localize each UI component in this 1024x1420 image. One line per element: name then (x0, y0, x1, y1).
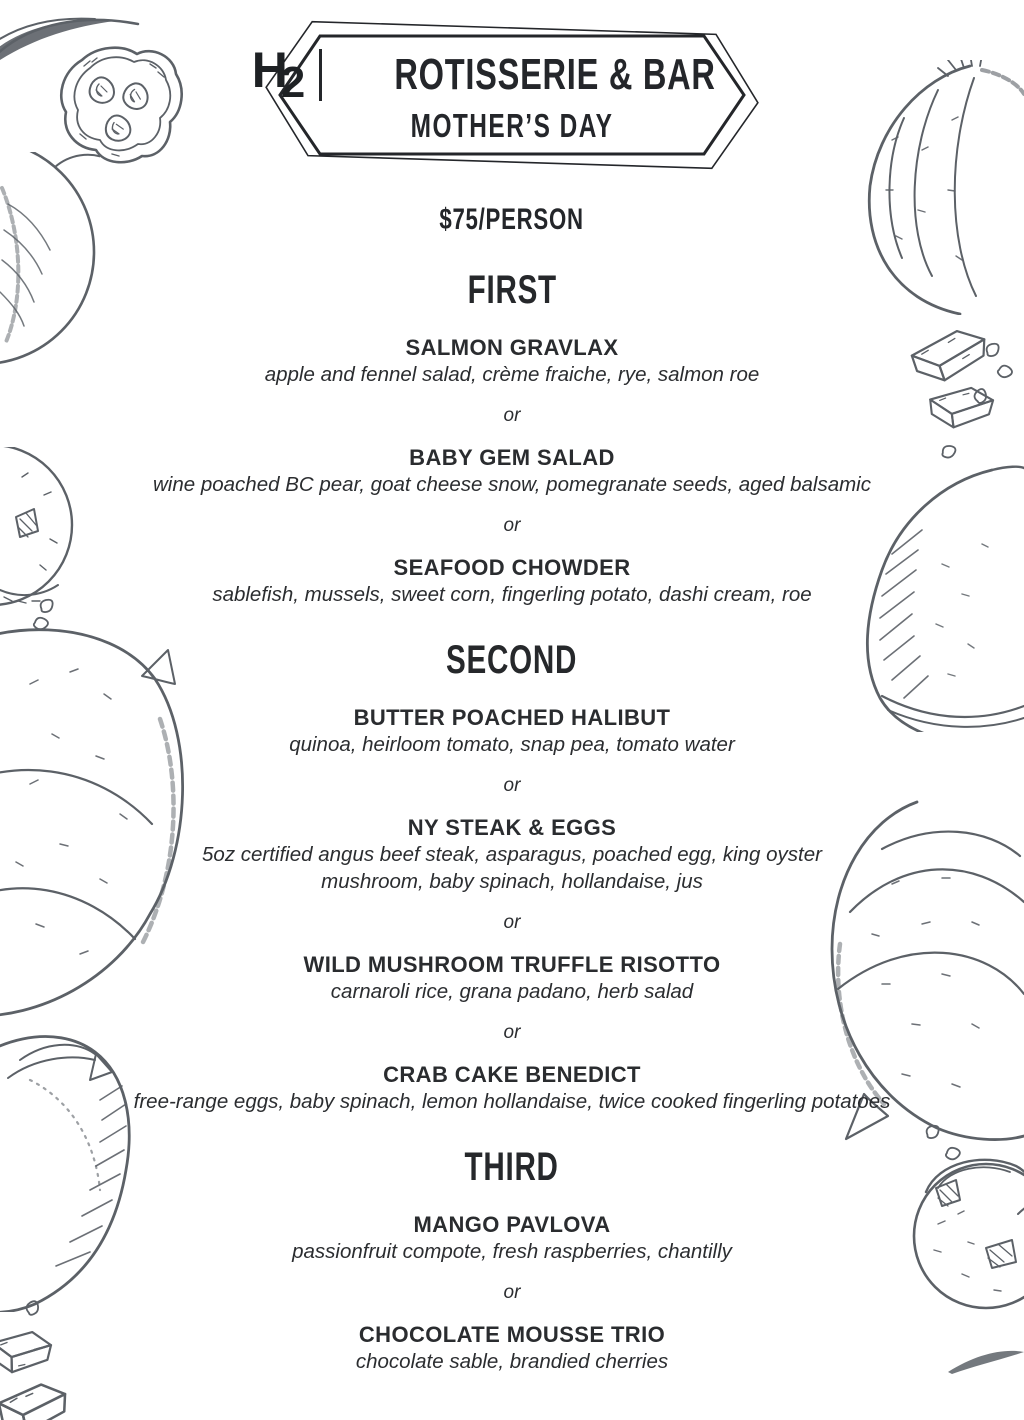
item-description: chocolate sable, brandied cherries (355, 1350, 669, 1373)
header-badge (251, 12, 762, 178)
section-title: SECOND (446, 638, 578, 682)
menu-item (82, 814, 942, 895)
menu-section-first (82, 268, 942, 608)
leaf-sliver-icon (948, 1348, 1024, 1376)
item-name: SALMON GRAVLAX (405, 335, 619, 360)
menu-item (82, 444, 942, 498)
chopped-chunk-icon (0, 1326, 64, 1380)
seed-icon (32, 616, 50, 632)
item-description: apple and fennel salad, crème fraiche, rye, salmon roe (264, 363, 760, 386)
item-name: BABY GEM SALAD (409, 445, 615, 470)
menu-item (82, 704, 942, 758)
seed-icon (940, 444, 958, 460)
item-name: MANGO PAVLOVA (413, 1212, 611, 1237)
seed-icon (38, 598, 56, 614)
logo-divider (319, 49, 322, 101)
item-description: wine poached BC pear, goat cheese snow, pomegranate seeds, aged balsamic (153, 473, 871, 496)
menu-item (82, 554, 942, 608)
logo-h: H (251, 42, 286, 99)
item-name: BUTTER POACHED HALIBUT (353, 705, 671, 730)
menu-item (82, 1211, 942, 1265)
seed-icon (984, 342, 1002, 358)
item-description: 5oz certified angus beef steak, asparagus, poached egg, king oyster mushroom, baby spinach, hollandaise, jus (202, 843, 822, 893)
item-description: free-range eggs, baby spinach, lemon hollandaise, twice cooked fingerling potatoes (133, 1090, 891, 1113)
h2-logo (251, 42, 306, 108)
menu-header (0, 12, 1024, 178)
or-separator: or (503, 515, 521, 536)
or-separator: or (503, 912, 521, 933)
section-title: FIRST (467, 268, 557, 312)
occasion-title: MOTHER’S DAY (410, 107, 614, 145)
logo-2: 2 (280, 58, 306, 108)
section-title: THIRD (464, 1145, 560, 1189)
onion-icon (0, 447, 82, 609)
seed-icon (24, 1300, 42, 1316)
item-name: CHOCOLATE MOUSSE TRIO (358, 1322, 666, 1347)
or-separator: or (503, 1282, 521, 1303)
brand-lockup (251, 42, 773, 108)
item-name: CRAB CAKE BENEDICT (383, 1062, 641, 1087)
menu-section-third (82, 1145, 942, 1375)
seed-icon (996, 364, 1014, 380)
chopped-chunk-icon (0, 1382, 80, 1420)
menu-section-second (82, 638, 942, 1115)
item-description: sablefish, mussels, sweet corn, fingerling potato, dashi cream, roe (212, 583, 812, 606)
restaurant-name: ROTISSERIE & BAR (394, 50, 716, 100)
menu-item (82, 1061, 942, 1115)
item-name: NY STEAK & EGGS (407, 815, 617, 840)
menu-item (82, 951, 942, 1005)
menu-item (82, 1321, 942, 1375)
or-separator: or (503, 405, 521, 426)
menu (82, 202, 942, 1375)
seed-icon (972, 388, 990, 404)
menu-price: $75/PERSON (439, 203, 585, 236)
item-name: WILD MUSHROOM TRUFFLE RISOTTO (303, 952, 721, 977)
seed-icon (944, 1146, 962, 1162)
item-description: carnaroli rice, grana padano, herb salad (330, 980, 694, 1003)
item-description: passionfruit compote, fresh raspberries, chantilly (292, 1240, 732, 1263)
or-separator: or (503, 775, 521, 796)
menu-item (82, 334, 942, 388)
item-description: quinoa, heirloom tomato, snap pea, tomato water (289, 733, 735, 756)
or-separator: or (503, 1022, 521, 1043)
item-name: SEAFOOD CHOWDER (393, 555, 631, 580)
